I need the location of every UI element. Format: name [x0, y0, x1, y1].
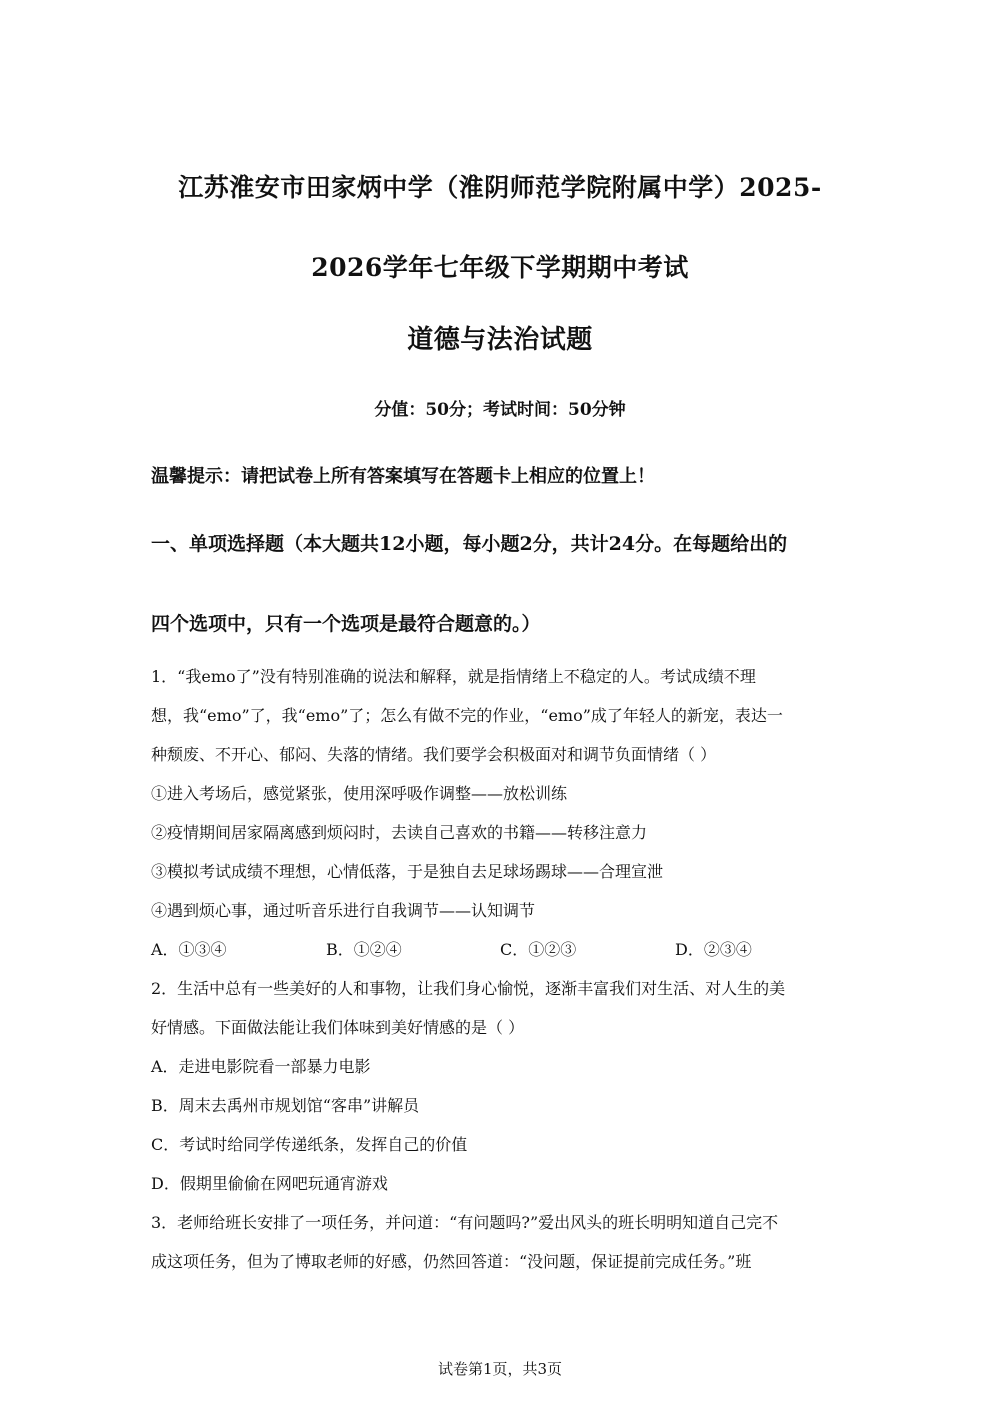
question-1-stem-line: 1．“我emo了”没有特别准确的说法和解释，就是指情绪上不稳定的人。考试成绩不理 — [151, 667, 756, 686]
question-1-option-a: A．①③④ — [151, 940, 227, 959]
question-2-option-d: D．假期里偷偷在网吧玩通宵游戏 — [151, 1174, 388, 1193]
question-2-stem-line: 2．生活中总有一些美好的人和事物，让我们身心愉悦，逐渐丰富我们对生活、对人生的美 — [151, 979, 786, 998]
page-footer: 试卷第1页，共3页 — [437, 1360, 563, 1378]
question-2-option-b: B．周末去禹州市规划馆“客串”讲解员 — [151, 1096, 420, 1115]
question-1-stem-line: 种颓废、不开心、郁闷、失落的情绪。我们要学会积极面对和调节负面情绪（ ） — [151, 745, 717, 764]
exam-score-time: 分值：50分；考试时间：50分钟 — [374, 400, 626, 420]
question-1-stem-line: 想，我“emo”了，我“emo”了；怎么有做不完的作业，“emo”成了年轻人的新宠，表达一 — [151, 706, 783, 725]
question-2-option-a: A．走进电影院看一部暴力电影 — [151, 1057, 371, 1076]
exam-title-line-2: 2026学年七年级下学期期中考试 — [311, 253, 689, 282]
question-1-option-b: B．①②④ — [326, 940, 402, 959]
section-heading-line-1: 一、单项选择题（本大题共12小题，每小题2分，共计24分。在每题给出的 — [151, 533, 788, 555]
question-1-option-c: C．①②③ — [500, 940, 577, 959]
question-1-statement: ①进入考场后，感觉紧张，使用深呼吸作调整——放松训练 — [151, 784, 568, 803]
exam-title-line-1: 江苏淮安市田家炳中学（淮阴师范学院附属中学）2025- — [178, 173, 822, 202]
question-1-option-d: D．②③④ — [675, 940, 752, 959]
question-2-option-c: C．考试时给同学传递纸条，发挥自己的价值 — [151, 1135, 468, 1154]
question-2-stem-line: 好情感。下面做法能让我们体味到美好情感的是（ ） — [151, 1018, 525, 1037]
section-heading-line-2: 四个选项中，只有一个选项是最符合题意的。） — [151, 613, 541, 635]
question-3-stem-line: 3．老师给班长安排了一项任务，并问道：“有问题吗?”爱出风头的班长明明知道自己完不 — [151, 1213, 779, 1232]
question-1-statement: ②疫情期间居家隔离感到烦闷时，去读自己喜欢的书籍——转移注意力 — [151, 823, 648, 842]
question-1-statement: ④遇到烦心事，通过听音乐进行自我调节——认知调节 — [151, 901, 536, 920]
question-1-statement: ③模拟考试成绩不理想，心情低落，于是独自去足球场踢球——合理宣泄 — [151, 862, 664, 881]
exam-tip: 温馨提示：请把试卷上所有答案填写在答题卡上相应的位置上！ — [151, 466, 655, 487]
exam-subject-title: 道德与法治试题 — [407, 325, 593, 355]
question-3-stem-line: 成这项任务，但为了博取老师的好感，仍然回答道：“没问题，保证提前完成任务。”班 — [151, 1252, 752, 1271]
